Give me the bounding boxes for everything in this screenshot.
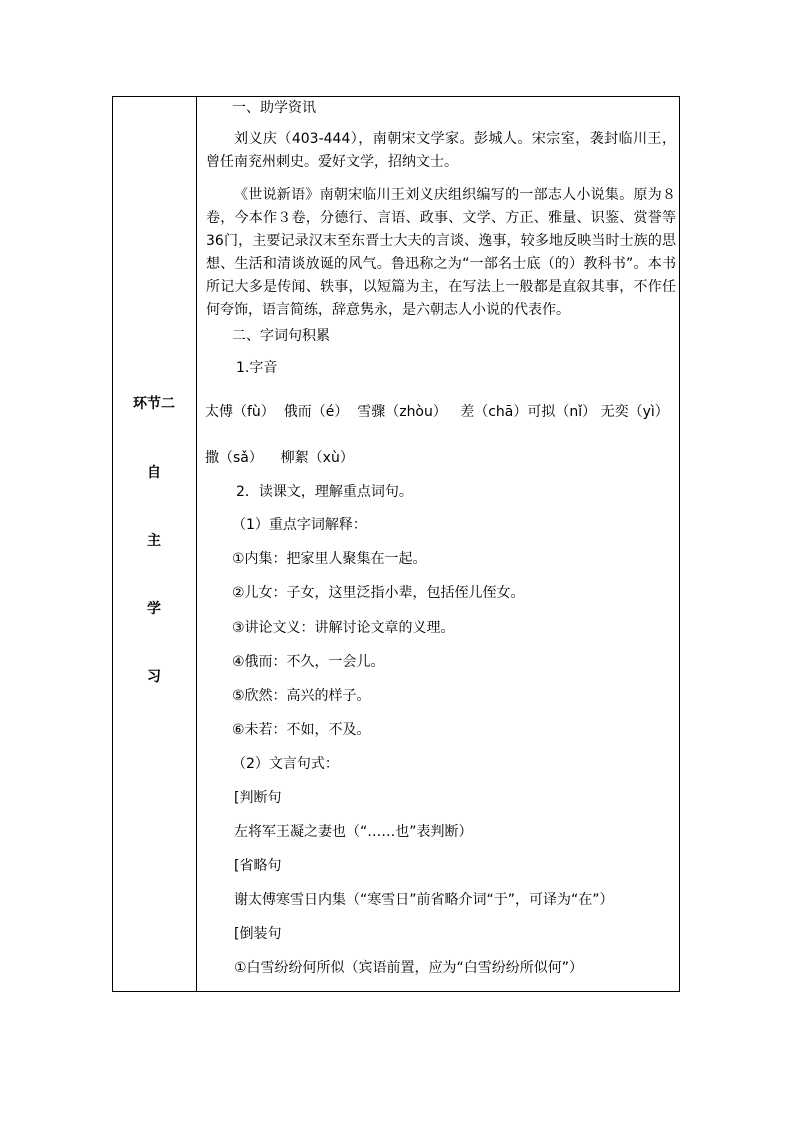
column-divider: [196, 96, 197, 992]
pronunciation-line-1: 太傅（fù） 俄而（é） 雪骤（zhòu） 差（chā）可拟（nǐ） 无奕（yì）: [205, 404, 669, 420]
side-char-2: 主: [147, 533, 161, 549]
side-char-3: 学: [147, 601, 161, 617]
pronunciation-line-2: 撒（sǎ） 柳絮（xù）: [205, 450, 354, 466]
invert-sentence-tag: [倒装句: [234, 926, 282, 942]
author-bio: 刘义庆（403-444），南朝宋文学家。彭城人。宋宗室，袭封临川王，曾任南兖州刺史。爱好文学，招纳文士。: [206, 131, 676, 170]
heading-word-accumulation: 二、字词句积累: [232, 328, 330, 344]
syntax-title: （2）文言句式：: [232, 756, 339, 772]
omit-sentence-tag: [省略句: [234, 858, 282, 874]
word-item: ④俄而：不久，一会儿。: [232, 654, 385, 670]
section-label: 环节二: [133, 396, 175, 412]
judge-sentence-example: 左将军王凝之妻也（“……也”表判断）: [234, 824, 473, 840]
word-item: ③讲论文义：讲解讨论文章的义理。: [232, 620, 455, 636]
reading-task: 2．读课文，理解重点词句。: [236, 484, 413, 500]
invert-sentence-example: ①白雪纷纷何所似（宾语前置，应为“白雪纷纷所似何”）: [234, 960, 584, 976]
side-char-4: 习: [147, 669, 161, 685]
word-item: ⑤欣然：高兴的样子。: [232, 688, 371, 704]
key-words-title: （1）重点字词解释：: [232, 517, 367, 533]
omit-sentence-example: 谢太傅寒雪日内集（“寒雪日”前省略介词“于”，可译为“在”）: [234, 892, 614, 908]
word-item: ⑥未若：不如，不及。: [232, 722, 371, 738]
word-item: ①内集：把家里人聚集在一起。: [232, 551, 427, 567]
book-intro: 《世说新语》南朝宋临川王刘义庆组织编写的一部志人小说集。原为８卷，今本作３卷，分德行、言语、政事、文学、方正、雅量、识鉴、赏誉等36门，主要记录汉末至东晋士大夫的言谈、逸事，较多地反映当时士族的思想、生活和清谈放诞的风气。鲁迅称之为“一部名士底（的）教科书”。本书所记大多是传闻、轶事，以短篇为主，在写法上一般都是直叙其事，不作任何夸饰，语言简练，辞意隽永，是六朝志人小说的代表作。: [206, 187, 676, 318]
heading-study-info: 一、助学资讯: [232, 100, 316, 116]
judge-sentence-tag: [判断句: [234, 790, 282, 806]
side-label-column: [112, 96, 196, 992]
word-item: ②儿女：子女，这里泛指小辈，包括侄儿侄女。: [232, 585, 525, 601]
side-char-1: 自: [147, 465, 161, 481]
pronunciation-title: 1.字音: [236, 360, 278, 376]
